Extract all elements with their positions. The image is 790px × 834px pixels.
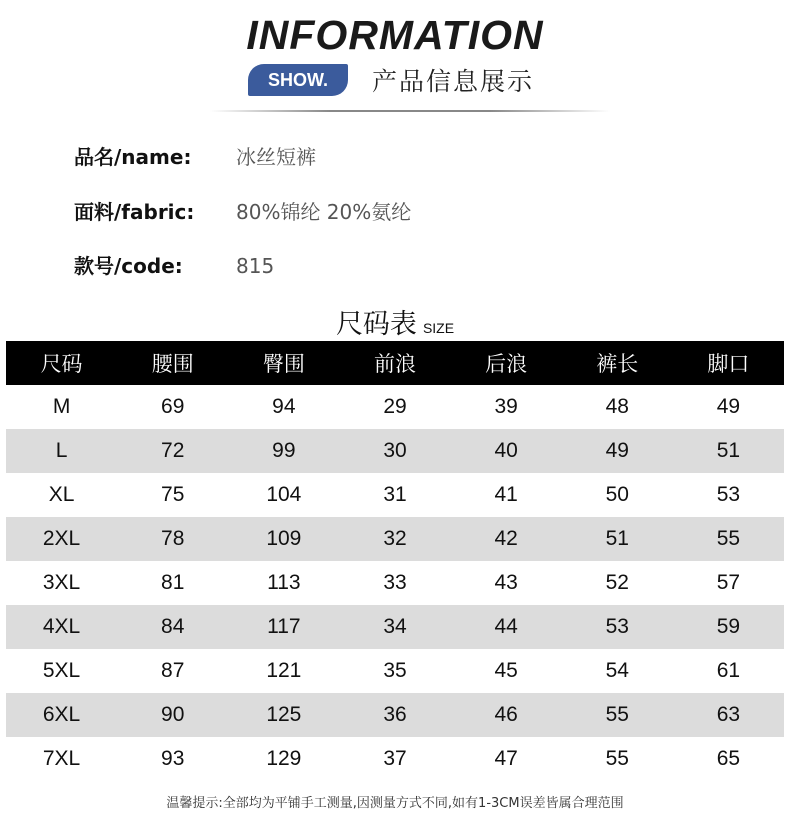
table-cell: 55 <box>562 693 673 737</box>
header-cell-size: 尺码 <box>6 341 117 385</box>
table-cell: 48 <box>605 395 629 418</box>
info-row-fabric <box>74 197 411 227</box>
header-cell-front-rise: 前浪 <box>339 341 450 385</box>
table-cell: 36 <box>339 693 450 737</box>
table-cell: 35 <box>383 659 407 682</box>
table-cell: 53 <box>562 605 673 649</box>
table-row <box>6 561 784 605</box>
size-chart-title <box>0 302 790 341</box>
table-cell: 49 <box>562 429 673 473</box>
table-cell: 33 <box>383 571 407 594</box>
table-cell: 55 <box>605 747 629 770</box>
table-cell: 32 <box>339 517 450 561</box>
size-table-body <box>6 385 784 781</box>
table-cell: 44 <box>451 605 562 649</box>
table-cell: 51 <box>673 429 784 473</box>
table-cell: 51 <box>562 517 673 561</box>
table-cell: 57 <box>716 571 741 594</box>
table-cell: 34 <box>339 605 450 649</box>
size-chart-title-text: 尺码表 <box>335 309 417 340</box>
table-cell: 61 <box>716 659 741 682</box>
measurement-note: 温馨提示:全部均为平铺手工测量,因测量方式不同,如有1-3CM误差皆属合理范围 <box>166 796 624 811</box>
table-cell: 29 <box>383 395 407 418</box>
table-cell: 52 <box>605 571 629 594</box>
info-label-fabric: 面料/fabric: <box>74 200 195 224</box>
table-cell: 81 <box>161 571 185 594</box>
table-cell: 37 <box>383 747 407 770</box>
table-cell: 59 <box>673 605 784 649</box>
size-chart-title-sub: SIZE <box>422 320 455 336</box>
table-row <box>6 649 784 693</box>
table-cell: 31 <box>383 483 407 506</box>
banner-divider <box>210 110 610 112</box>
header-cell-hem: 脚口 <box>673 341 784 385</box>
table-cell: 121 <box>266 659 302 682</box>
table-cell: 63 <box>673 693 784 737</box>
table-cell: 49 <box>716 395 741 418</box>
table-cell: 90 <box>117 693 228 737</box>
table-row <box>6 385 784 429</box>
table-cell: 75 <box>161 483 185 506</box>
table-cell: 69 <box>161 395 185 418</box>
table-cell: 84 <box>117 605 228 649</box>
table-cell: 54 <box>605 659 629 682</box>
info-value-name: 冰丝短裤 <box>236 145 316 169</box>
size-table <box>6 341 784 781</box>
header-cell-waist: 腰围 <box>117 341 228 385</box>
table-row <box>6 693 784 737</box>
table-cell: 55 <box>673 517 784 561</box>
table-cell: L <box>6 429 117 473</box>
table-cell: 47 <box>494 747 518 770</box>
table-cell: 39 <box>494 395 518 418</box>
show-badge: SHOW. <box>248 64 348 96</box>
table-cell: 78 <box>117 517 228 561</box>
table-row <box>6 737 784 781</box>
table-row <box>6 605 784 649</box>
table-cell: 53 <box>716 483 741 506</box>
table-cell: 5XL <box>42 659 81 682</box>
table-cell: 7XL <box>42 747 81 770</box>
table-row <box>6 429 784 473</box>
table-cell: 6XL <box>6 693 117 737</box>
table-cell: 65 <box>716 747 741 770</box>
table-cell: 109 <box>228 517 339 561</box>
table-cell: 3XL <box>42 571 81 594</box>
info-row-name <box>74 142 316 172</box>
table-cell: 72 <box>117 429 228 473</box>
table-cell: 104 <box>266 483 302 506</box>
table-cell: 30 <box>339 429 450 473</box>
table-cell: 117 <box>228 605 339 649</box>
info-row-code <box>74 251 274 281</box>
table-cell: 2XL <box>6 517 117 561</box>
table-cell: 99 <box>228 429 339 473</box>
table-cell: 42 <box>451 517 562 561</box>
table-cell: 113 <box>267 571 301 594</box>
header-cell-length: 裤长 <box>562 341 673 385</box>
table-cell: M <box>52 395 71 418</box>
table-cell: 4XL <box>6 605 117 649</box>
table-cell: 50 <box>605 483 629 506</box>
header-cell-back-rise: 后浪 <box>451 341 562 385</box>
table-row <box>6 517 784 561</box>
table-row <box>6 473 784 517</box>
info-label-code: 款号/code: <box>74 254 183 278</box>
table-cell: 45 <box>494 659 518 682</box>
info-label-name: 品名/name: <box>74 145 192 169</box>
banner-title: INFORMATION <box>246 12 544 58</box>
banner-subtitle: 产品信息展示 <box>372 67 535 96</box>
size-table-header-row <box>6 341 784 385</box>
table-cell: XL <box>48 483 75 506</box>
table-cell: 87 <box>161 659 185 682</box>
table-cell: 46 <box>451 693 562 737</box>
table-cell: 93 <box>161 747 185 770</box>
header-cell-hip: 臀围 <box>228 341 339 385</box>
info-value-fabric: 80%锦纶 20%氨纶 <box>236 200 412 224</box>
table-cell: 94 <box>272 395 296 418</box>
table-cell: 41 <box>494 483 518 506</box>
table-cell: 129 <box>266 747 302 770</box>
table-cell: 125 <box>228 693 339 737</box>
table-cell: 43 <box>494 571 518 594</box>
information-banner <box>0 0 790 120</box>
table-cell: 40 <box>451 429 562 473</box>
info-value-code: 815 <box>236 254 275 278</box>
